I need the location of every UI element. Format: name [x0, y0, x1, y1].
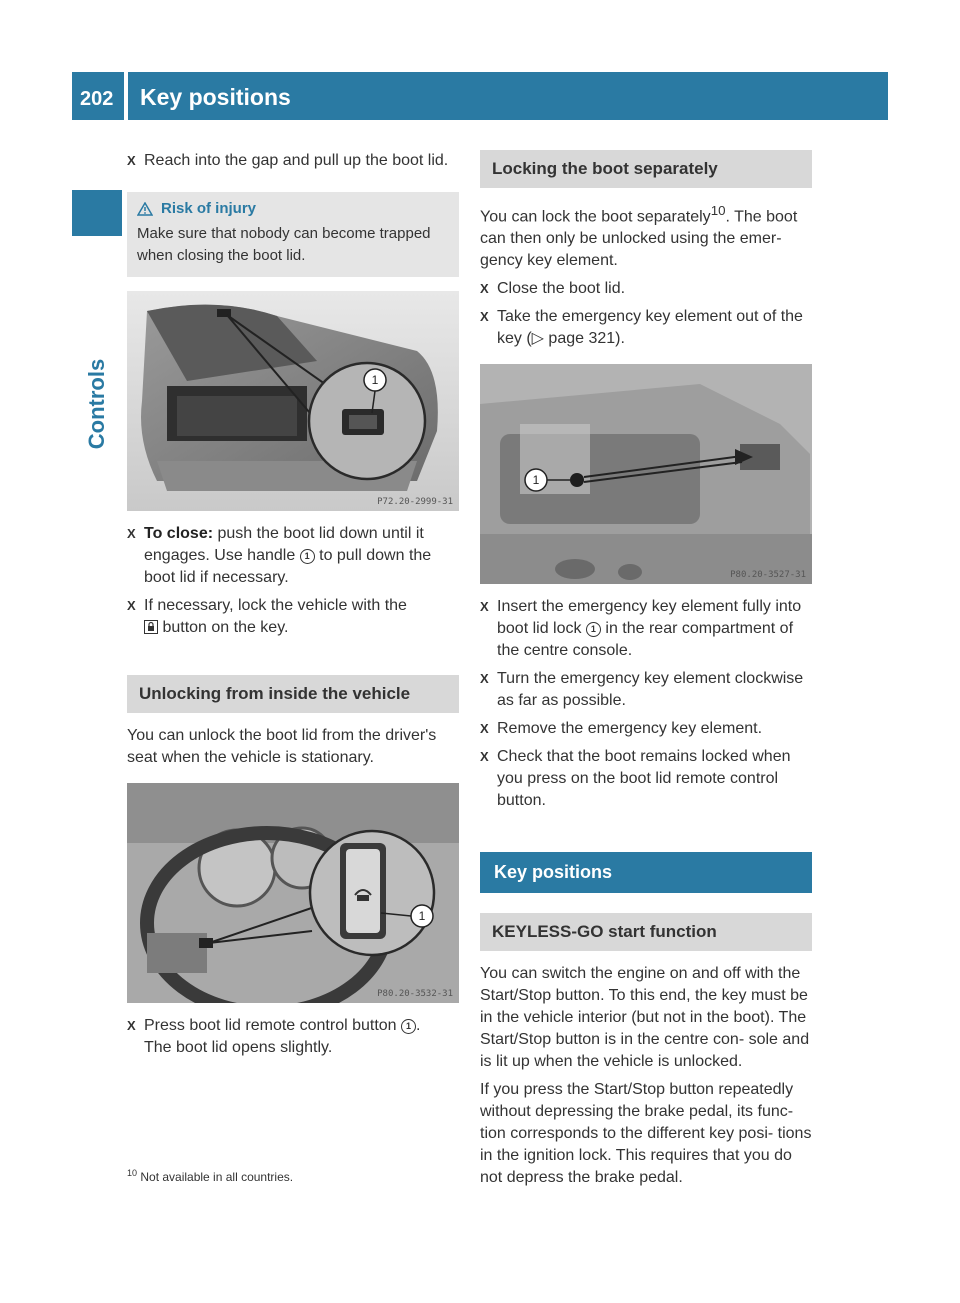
heading-unlocking: Unlocking from inside the vehicle	[127, 675, 459, 713]
lock-icon	[144, 620, 158, 634]
unlock-paragraph: You can unlock the boot lid from the driver's seat when the vehicle is stationary.	[127, 727, 437, 766]
boot-illustration	[127, 291, 459, 511]
step-arrow-icon: X	[127, 153, 136, 168]
step-take-key: X Take the emergency key element out of the key (▷ page 321).	[480, 308, 803, 348]
keyless-paragraph-1: You can switch the engine on and off with the Start/Stop button. To this end, the key must be in the vehicle interior (but not in the boot). The Start/Stop button is in the centre con- sole and is lit up when the vehicle is unlocked.	[480, 965, 810, 1071]
dashboard-illustration	[127, 783, 459, 1003]
callout-circle-icon: 1	[586, 622, 601, 637]
warning-title: Risk of injury	[161, 200, 257, 217]
step-lock-vehicle: X If necessary, lock the vehicle with the button on the key.	[127, 597, 407, 636]
page-number: 202	[80, 88, 114, 110]
header-separator	[124, 72, 128, 120]
callout-label: 1	[418, 909, 426, 923]
warning-box	[127, 192, 459, 277]
figure-code: P80.20-3527-31	[730, 570, 806, 581]
keyless-paragraph-2: If you press the Start/Stop button repeatedly without depressing the brake pedal, its func- tion corresponds to the different key posi- tions in the ignition lock. This requires that you do not depress the brake pedal.	[480, 1081, 812, 1187]
step-arrow-icon: X	[480, 599, 489, 615]
side-tab-label: Controls	[84, 358, 109, 450]
figure-dashboard	[127, 783, 459, 1003]
step-close-boot: X Close the boot lid.	[480, 278, 812, 300]
figure-console	[480, 364, 812, 584]
heading-locking: Locking the boot separately	[480, 150, 812, 188]
warning-text: Make sure that nobody can become trapped when closing the boot lid.	[137, 225, 431, 264]
footnote	[127, 1168, 293, 1184]
step-arrow-icon: X	[480, 281, 489, 297]
step-arrow-icon: X	[480, 671, 489, 687]
figure-code: P80.20-3532-31	[377, 989, 453, 999]
step-arrow-icon: X	[480, 721, 489, 737]
step-remove-key: X Remove the emergency key element.	[480, 718, 812, 740]
step-press-button: X Press boot lid remote control button 1 . The boot lid opens slightly.	[127, 1017, 421, 1056]
section-title-key-positions: Key positions	[480, 852, 812, 893]
callout-circle-icon: 1	[300, 549, 315, 564]
step-to-close: X To close: push the boot lid down until it engages. Use handle 1 to pull down the boot lid if necessary.	[127, 525, 432, 586]
step-arrow-icon: X	[127, 1018, 136, 1033]
lock-paragraph: You can lock the boot separately$^{10}$. The boot can then only be unlocked using the emer- gency key element.	[480, 203, 798, 270]
callout-label: 1	[532, 473, 540, 488]
left-column	[127, 150, 459, 1065]
footnote-text: Not available in all countries.	[137, 1170, 294, 1184]
heading-keyless-go: KEYLESS-GO start function	[480, 913, 812, 951]
callout-label: 1	[371, 373, 379, 387]
step-turn-key: X Turn the emergency key element clockwise as far as possible.	[480, 670, 804, 710]
figure-code: P72.20-2999-31	[377, 497, 453, 507]
console-illustration	[480, 364, 812, 584]
footnote-number: 10	[127, 1168, 138, 1178]
step-check-locked: X Check that the boot remains locked when you press on the boot lid remote control button.	[480, 748, 791, 810]
right-column	[480, 150, 812, 1195]
side-tab-marker	[72, 190, 122, 236]
step-arrow-icon: X	[127, 526, 136, 541]
step-arrow-icon: X	[480, 309, 489, 325]
warning-triangle-icon	[137, 202, 153, 216]
step-reach-gap: X Reach into the gap and pull up the boot lid.	[127, 150, 459, 172]
page-title: Key positions	[140, 84, 291, 110]
callout-circle-icon: 1	[401, 1019, 416, 1034]
step-insert-key: X Insert the emergency key element fully into boot lid lock 1 in the rear compartment of the centre console.	[480, 598, 802, 660]
step-arrow-icon: X	[127, 598, 136, 613]
figure-boot-open	[127, 291, 459, 511]
step-arrow-icon: X	[480, 749, 489, 765]
warning-header	[137, 200, 449, 217]
footnote-ref: 10	[710, 203, 726, 218]
